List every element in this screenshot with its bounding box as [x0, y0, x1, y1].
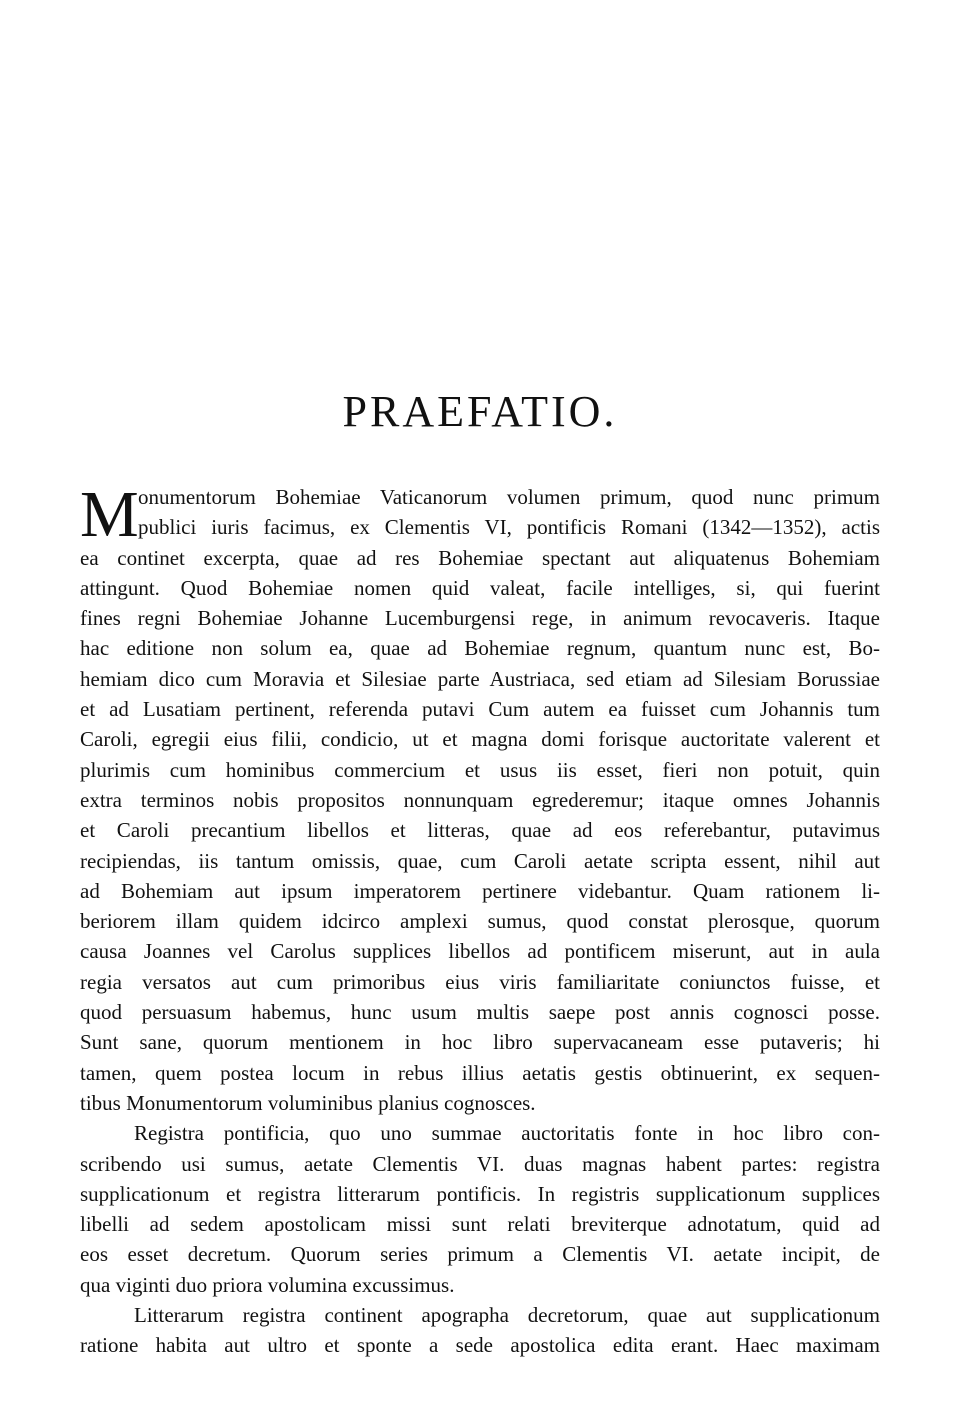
text-line: onumentorum Bohemiae Vaticanorum volumen primum, quod nunc primum: [138, 485, 880, 509]
text-line: hemiam dico cum Moravia et Silesiae parte Austriaca, sed etiam ad Silesiam Borussiae: [80, 666, 880, 691]
preface-body: [80, 478, 880, 1361]
text-line: Registra pontificia, quo uno summae auctoritatis fonte in hoc libro con-: [134, 1121, 880, 1146]
text-line: regia versatos aut cum primoribus eius viris familiaritate coniunctos fuisse, et: [80, 969, 880, 994]
text-line: et Caroli precantium libellos et litteras, quae ad eos referebantur, putavimus: [80, 818, 880, 843]
text-line: ea continet excerpta, quae ad res Bohemiae spectant aut aliquatenus Bohemiam: [80, 545, 880, 570]
text-line: tibus Monumentorum voluminibus planius cognosces.: [80, 1090, 536, 1115]
text-line: extra terminos nobis propositos nonnunquam egrederemur; itaque omnes Johannis: [80, 787, 880, 812]
drop-cap: M: [80, 478, 139, 551]
text-line: attingunt. Quod Bohemiae nomen quid valeat, facile intelliges, si, qui fuerint: [80, 575, 880, 600]
text-line: quod persuasum habemus, hunc usum multis saepe post annis cognosci posse.: [80, 1000, 880, 1025]
text-line: et ad Lusatiam pertinent, referenda putavi Cum autem ea fuisset cum Johannis tum: [80, 697, 880, 722]
text-line: causa Joannes vel Carolus supplices libellos ad pontificem miserunt, aut in aula: [80, 939, 880, 964]
text-line: publici iuris facimus, ex Clementis VI, pontificis Romani (1342—1352), actis: [138, 515, 880, 540]
text-line: eos esset decretum. Quorum series primum a Clementis VI. aetate incipit, de: [80, 1242, 880, 1267]
text-line: recipiendas, iis tantum omissis, quae, cum Caroli aetate scripta essent, nihil aut: [80, 848, 880, 873]
text-line: scribendo usi sumus, aetate Clementis VI. duas magnas habent partes: registra: [80, 1151, 880, 1176]
text-line: qua viginti duo priora volumina excussimus.: [80, 1272, 455, 1297]
text-line: libelli ad sedem apostolicam missi sunt relati breviterque adnotatum, quid ad: [80, 1212, 880, 1237]
text-line: beriorem illam quidem idcirco amplexi sumus, quod constat plerosque, quorum: [80, 909, 880, 934]
text-line: ratione habita aut ultro et sponte a sede apostolica edita erant. Haec maximam: [80, 1333, 880, 1358]
text-line: supplicationum et registra litterarum pontificis. In registris supplicationum supplices: [80, 1181, 880, 1206]
text-line: ad Bohemiam aut ipsum imperatorem pertinere videbantur. Quam rationem li-: [80, 878, 880, 903]
page-title: PRAEFATIO.: [342, 387, 618, 436]
text-line: fines regni Bohemiae Johanne Lucemburgensi rege, in animum revocaveris. Itaque: [80, 606, 880, 631]
text-line: plurimis cum hominibus commercium et usus iis esset, fieri non potuit, quin: [80, 757, 880, 782]
text-line: hac editione non solum ea, quae ad Bohemiae regnum, quantum nunc est, Bo-: [80, 636, 880, 661]
text-line: Caroli, egregii eius filii, condicio, ut et magna domi forisque auctoritate valerent et: [80, 727, 880, 752]
text-line: tamen, quem postea locum in rebus illius aetatis gestis obtinuerint, ex sequen-: [80, 1060, 880, 1085]
text-line: Sunt sane, quorum mentionem in hoc libro supervacaneam esse putaveris; hi: [80, 1030, 880, 1055]
text-line: Litterarum registra continent apographa decretorum, quae aut supplicationum: [134, 1303, 880, 1328]
